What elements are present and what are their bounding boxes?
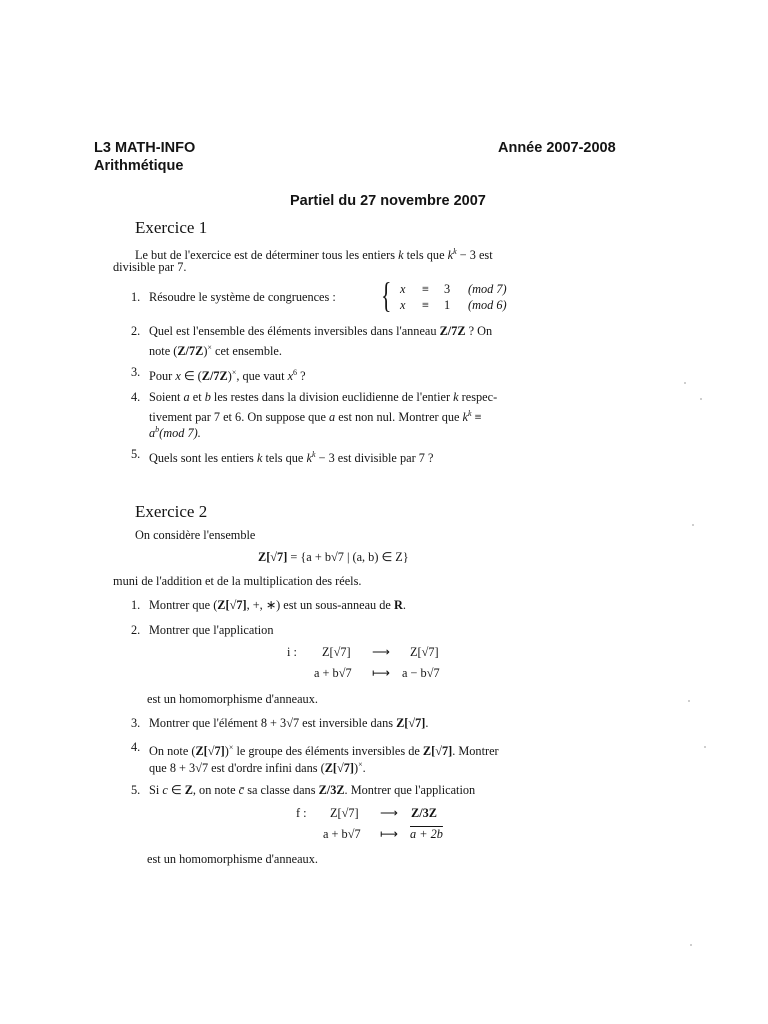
scan-speck (684, 382, 686, 384)
map-i-name: i : (287, 645, 297, 659)
ex1-q5-text: Quels sont les entiers k tels que $k^k - 3$ est divisible par 7 ? (149, 450, 434, 466)
ex2-q5-text: Si c ∈ Z, on note c̄ sa classe dans Z/3Z. Montrer que l'application (149, 783, 476, 797)
ex1-q4-number: 4. (131, 390, 141, 404)
system-brace: { (381, 275, 392, 315)
exam-title: Partiel du 27 novembre 2007 (290, 193, 486, 209)
map-i-domain: Z[√7] (322, 645, 351, 659)
map-f-image: a + 2b (410, 827, 443, 841)
ex1-q3-text: Pour x ∈ (Z/7Z)×, que vaut $x^6$ ? (149, 368, 306, 384)
scan-speck (692, 524, 694, 526)
map-f-name: f : (296, 806, 307, 820)
map-i-mapsto: ⟼ (372, 666, 390, 680)
ex2-q5-number: 5. (131, 783, 141, 797)
map-i-arrow: ⟶ (372, 645, 390, 659)
ex2-q3-text: Montrer que l'élément 8 + 3√7 est inversible dans Z[√7]. (149, 716, 429, 730)
scan-speck (690, 944, 692, 946)
ex2-q2-text: Montrer que l'application (149, 623, 274, 637)
congruence-row-1: x ≡ 3 (mod 7) (400, 282, 507, 296)
map-f-mapsto: ⟼ (380, 827, 398, 841)
ex2-q4-number: 4. (131, 740, 141, 754)
map-f-element: a + b√7 (323, 827, 361, 841)
ex2-intro2: muni de l'addition et de la multiplication des réels. (113, 574, 362, 588)
map-i-image: a − b√7 (402, 666, 440, 680)
ex2-q4-line1: On note (Z[√7])× le groupe des éléments inversibles de Z[√7]. Montrer (149, 743, 499, 759)
exercise-1-heading: Exercice 1 (135, 218, 208, 237)
exercise-2-heading: Exercice 2 (135, 502, 208, 521)
ex1-q4-line1: Soient a et b les restes dans la division euclidienne de l'entier k respec- (149, 390, 498, 404)
ex1-q2-line1: Quel est l'ensemble des éléments inversibles dans l'anneau Z/7Z ? On (149, 324, 493, 338)
ex2-q3-number: 3. (131, 716, 141, 730)
scan-speck (700, 398, 702, 400)
map-f-codomain: Z/3Z (411, 806, 437, 820)
year-label: Année 2007-2008 (498, 140, 616, 156)
ex1-intro-line2: divisible par 7. (113, 260, 187, 274)
ex1-q5-number: 5. (131, 447, 141, 461)
ex1-q2-number: 2. (131, 324, 141, 338)
congruence-row-2: x ≡ 1 (mod 6) (400, 298, 507, 312)
ex1-q2-line2: note (Z/7Z)× cet ensemble. (149, 343, 282, 359)
scan-speck (688, 700, 690, 702)
course-label: L3 MATH-INFO (94, 140, 196, 156)
ex2-q4-line2: que 8 + 3√7 est d'ordre infini dans (Z[√7])×. (149, 760, 366, 776)
ex2-q2-number: 2. (131, 623, 141, 637)
ex1-q4-line3: $a^b(mod$ 7). (149, 425, 201, 441)
ex1-q3-number: 3. (131, 365, 141, 379)
ex2-q5-after: est un homomorphisme d'anneaux. (147, 852, 318, 866)
ex2-q2-after: est un homomorphisme d'anneaux. (147, 692, 318, 706)
ex2-intro: On considère l'ensemble (135, 528, 256, 542)
map-f-arrow: ⟶ (380, 806, 398, 820)
ex2-set-definition: Z[√7] = {a + b√7 | (a, b) ∈ Z} (258, 550, 409, 564)
subject-label: Arithmétique (94, 158, 184, 174)
map-f-domain: Z[√7] (330, 806, 359, 820)
ex1-q4-line2: tivement par 7 et 6. On suppose que a est non nul. Montrer que $k^k$ ≡ (149, 409, 482, 425)
ex1-q1-number: 1. (131, 290, 141, 304)
scan-speck (704, 746, 706, 748)
ex2-q1-number: 1. (131, 598, 141, 612)
map-i-codomain: Z[√7] (410, 645, 439, 659)
map-i-element: a + b√7 (314, 666, 352, 680)
ex2-q1-text: Montrer que (Z[√7], +, ∗) est un sous-anneau de R. (149, 598, 406, 612)
ex1-intro-line1: Le but de l'exercice est de déterminer tous les entiers k tels que $k^k - 3$ est (135, 247, 493, 263)
ex1-q1-text: Résoudre le système de congruences : (149, 290, 336, 304)
